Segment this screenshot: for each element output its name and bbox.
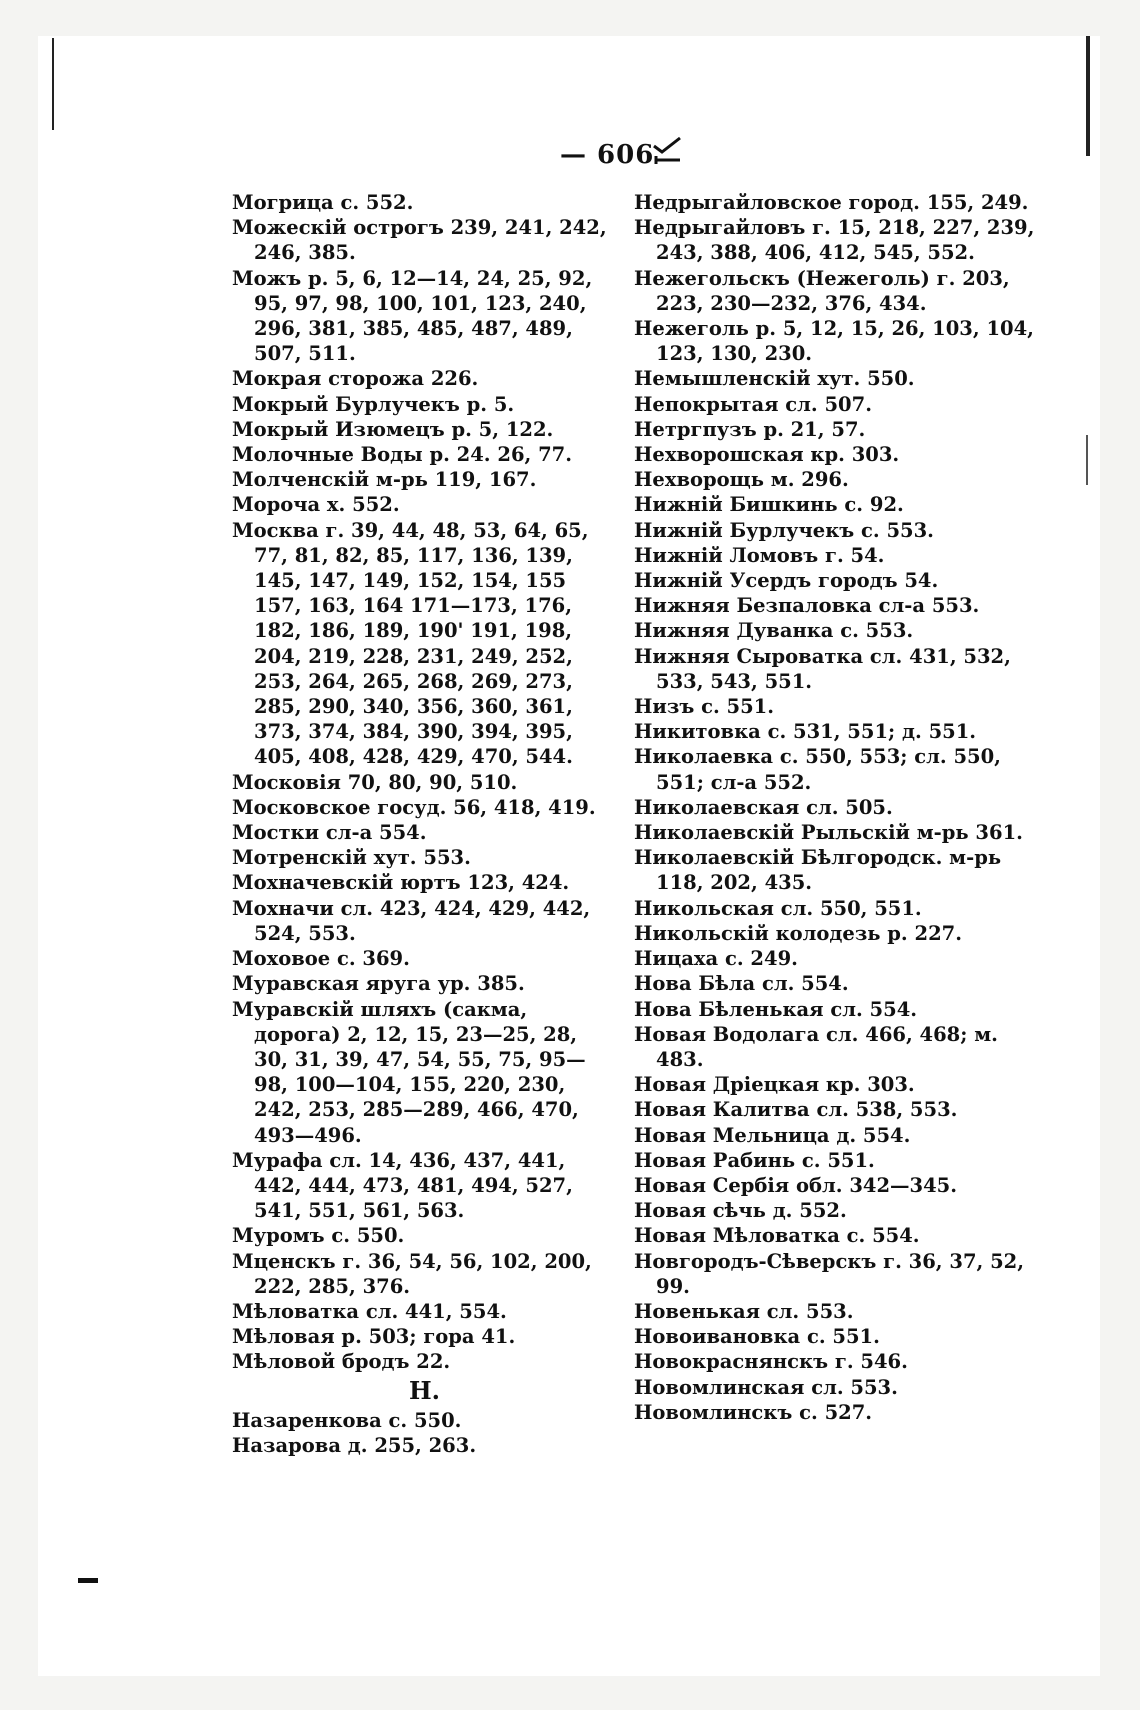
index-entry: Недрыгайловское город. 155, 249. — [634, 191, 1029, 214]
index-entry: Мѣловой бродъ 22. — [232, 1350, 451, 1374]
index-entry: Никитовка с. 531, 551; д. 551. — [634, 720, 977, 744]
index-entry: Нижній Бишкинь с. 92. — [634, 493, 904, 517]
index-entry: Новомлинскъ с. 527. — [634, 1400, 873, 1424]
index-entry: Новая Водолага сл. 466, 468; м. 483. — [634, 1022, 998, 1071]
index-entry: Моховое с. 369. — [232, 947, 410, 971]
index-entry: Могрица с. 552. — [232, 191, 414, 214]
index-entry: Нова Бѣленькая сл. 554. — [634, 997, 918, 1021]
index-entry: Нижняя Дуванка с. 553. — [634, 619, 914, 643]
index-entry: Николаевская сл. 505. — [634, 795, 893, 819]
index-entry: Нетргпузъ р. 21, 57. — [634, 417, 866, 441]
index-entry: Мокрый Бурлучекъ р. 5. — [232, 392, 515, 416]
index-entry: Николаевскій Рыльскій м-рь 361. — [634, 821, 1023, 845]
index-entry: Нехворощь м. 296. — [634, 468, 849, 492]
index-entry: Московія 70, 80, 90, 510. — [232, 770, 518, 794]
index-entry: Новая Рабинь с. 551. — [634, 1148, 875, 1172]
index-entry: Новоивановка с. 551. — [634, 1325, 880, 1349]
index-entry: Мостки сл-а 554. — [232, 821, 427, 845]
index-entry: Новая Калитва сл. 538, 553. — [634, 1098, 958, 1122]
index-entry: Николаевскій Бѣлгородск. м-рь 118, 202, 435. — [634, 846, 1002, 895]
index-entry: Мохначевскій юртъ 123, 424. — [232, 871, 570, 895]
index-entry: Мѣловатка сл. 441, 554. — [232, 1299, 507, 1323]
index-entry: Николаевка с. 550, 553; сл. 550, 551; сл-а 552. — [634, 745, 1001, 794]
index-entry: Новокраснянскъ г. 546. — [634, 1350, 908, 1374]
right-margin-line — [1086, 36, 1090, 156]
index-entry: Непокрытая сл. 507. — [634, 392, 872, 416]
index-entry: Назаренкова с. 550. — [232, 1408, 462, 1432]
index-entry: Новая Мѣловатка с. 554. — [634, 1224, 920, 1248]
index-entry: Нехворошская кр. 303. — [634, 443, 900, 467]
margin-dash-mark — [78, 1578, 98, 1583]
index-entry: Мценскъ г. 36, 54, 56, 102, 200, 222, 285, 376. — [232, 1249, 592, 1298]
index-entry: Новая Сербія обл. 342—345. — [634, 1173, 958, 1197]
index-entry: Мокрый Изюмецъ р. 5, 122. — [232, 417, 554, 441]
left-margin-line — [52, 38, 54, 130]
index-entry: Низъ с. 551. — [634, 695, 775, 719]
index-entry: Нижній Бурлучекъ с. 553. — [634, 518, 934, 542]
index-entry: Мотренскій хут. 553. — [232, 846, 471, 870]
index-entry: Нижній Усердъ городъ 54. — [634, 569, 939, 593]
index-entry: Мокрая сторожа 226. — [232, 367, 479, 391]
index-entry: Нежеголь р. 5, 12, 15, 26, 103, 104, 123, 130, 230. — [634, 317, 1034, 366]
index-entry: Новгородъ-Сѣверскъ г. 36, 37, 52, 99. — [634, 1249, 1025, 1298]
index-entry: Муравскій шляхъ (сакма, дорога) 2, 12, 15, 23—25, 28, 30, 31, 39, 47, 54, 55, 75, 95—98, 100—104, 155, 220, 230, 242, 253, 285—289, 466, 470, 493—496. — [232, 997, 586, 1147]
index-entry: Немышленскій хут. 550. — [634, 367, 915, 391]
index-entry: Можъ р. 5, 6, 12—14, 24, 25, 92, 95, 97, 98, 100, 101, 123, 240, 296, 381, 385, 485, 487, 489, 507, 511. — [232, 266, 593, 366]
index-entry: Мохначи сл. 423, 424, 429, 442, 524, 553. — [232, 896, 591, 945]
index-entry: Никольскій колодезь р. 227. — [634, 921, 962, 945]
index-entry: Нижняя Безпаловка сл-а 553. — [634, 594, 980, 618]
index-entry: Нова Бѣла сл. 554. — [634, 972, 849, 996]
index-entry: Москва г. 39, 44, 48, 53, 64, 65, 77, 81, 82, 85, 117, 136, 139, 145, 147, 149, 152, 154, 155 157, 163, 164 171—173, 176, 182, 186, 189, 190' 191, 198, 204, 219, 228, 231, 249, 252, 253, 264, 265, 268, 269, 273, 285, 290, 340, 356, 360, 361, 373, 374, 384, 390, 394, 395, 405, 408, 428, 429, 470, 544. — [232, 518, 589, 769]
index-entry: Ницаха с. 249. — [634, 947, 798, 971]
index-entry: Мороча х. 552. — [232, 493, 400, 517]
index-entry: Московское госуд. 56, 418, 419. — [232, 795, 596, 819]
index-entry: Мурафа сл. 14, 436, 437, 441, 442, 444, 473, 481, 494, 527, 541, 551, 561, 563. — [232, 1148, 573, 1223]
index-entry: Мѣловая р. 503; гора 41. — [232, 1325, 516, 1349]
page-number: — 606 — [560, 140, 655, 170]
index-entry: Нежегольскъ (Нежеголь) г. 203, 223, 230—232, 376, 434. — [634, 266, 1010, 315]
index-entry: Недрыгайловъ г. 15, 218, 227, 239, 243, 388, 406, 412, 545, 552. — [634, 216, 1035, 265]
index-entry: Новая Мельница д. 554. — [634, 1123, 911, 1147]
index-entry: Молченскій м-рь 119, 167. — [232, 468, 537, 492]
index-right-column — [634, 190, 1044, 1425]
index-entry: Новенькая сл. 553. — [634, 1299, 854, 1323]
index-entry: Новая сѣчь д. 552. — [634, 1199, 847, 1223]
index-entry: Муромъ с. 550. — [232, 1224, 405, 1248]
section-letter: Н. — [408, 1375, 441, 1405]
index-entry: Нижній Ломовъ г. 54. — [634, 543, 885, 567]
right-margin-tick — [1086, 435, 1088, 485]
index-entry: Новая Дріецкая кр. 303. — [634, 1073, 915, 1097]
index-entry: Молочные Воды р. 24. 26, 77. — [232, 443, 573, 467]
index-entry: Муравская яруга ур. 385. — [232, 972, 525, 996]
index-entry: Назарова д. 255, 263. — [232, 1433, 477, 1457]
index-entry: Новомлинская сл. 553. — [634, 1375, 898, 1399]
index-entry: Нижняя Сыроватка сл. 431, 532, 533, 543, 551. — [634, 644, 1011, 693]
index-entry: Можескій острогъ 239, 241, 242, 246, 385. — [232, 216, 607, 265]
check-mark-icon — [650, 130, 690, 170]
index-left-column — [232, 190, 617, 1458]
index-entry: Никольская сл. 550, 551. — [634, 896, 922, 920]
